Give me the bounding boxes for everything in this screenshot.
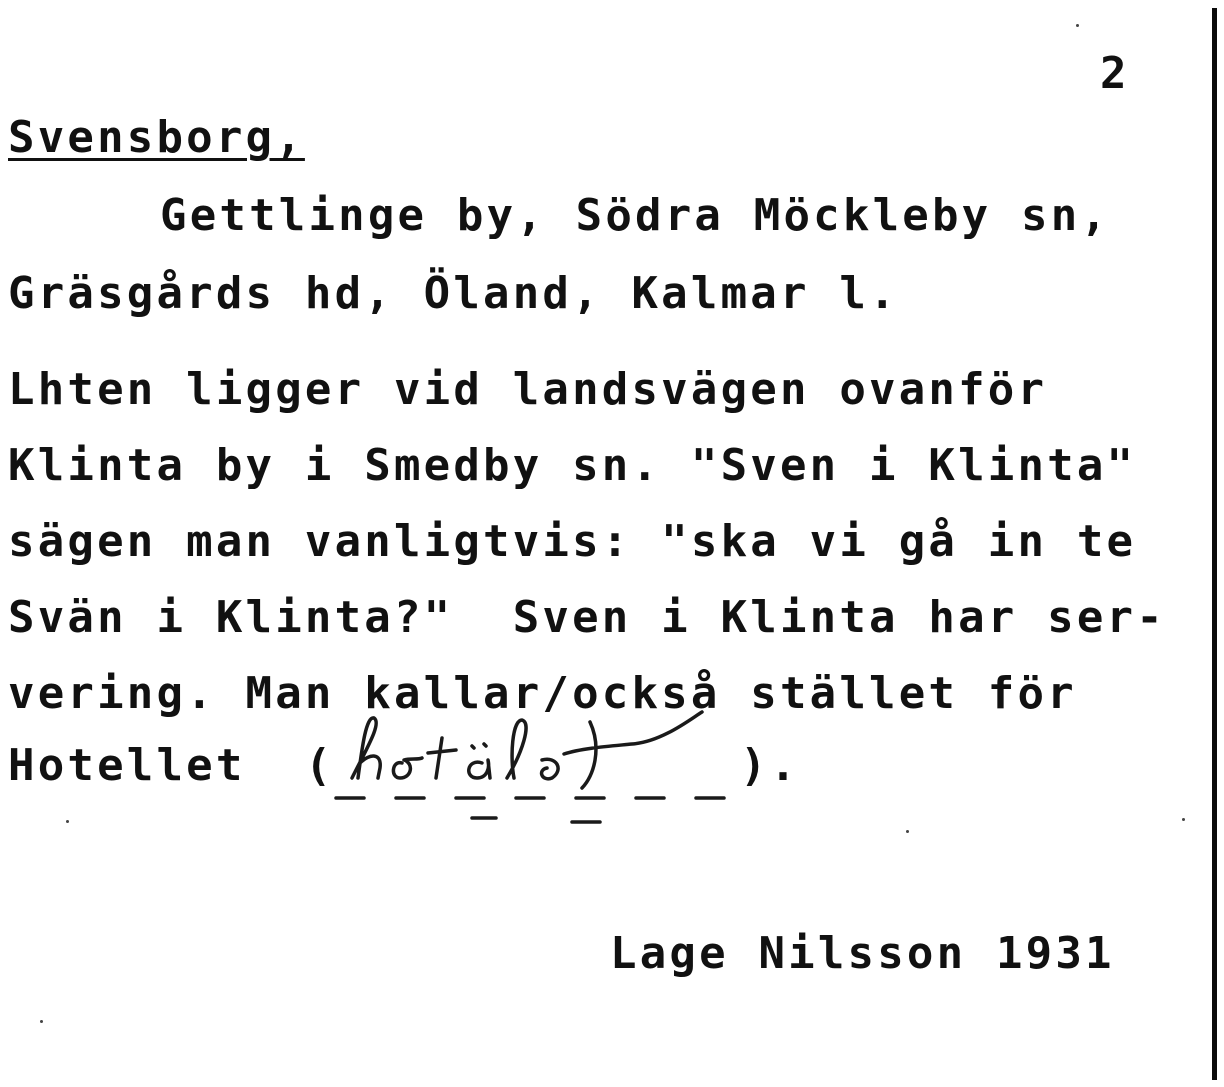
scan-speck	[1076, 24, 1079, 27]
handwritten-annotation-drawing	[332, 708, 752, 828]
handwritten-annotation	[332, 708, 752, 828]
body-line-3: sägen man vanligtvis: "ska vi gå in te	[8, 516, 1137, 567]
page-number: 2	[1100, 48, 1127, 99]
body-line-6-start: Hotellet (	[8, 740, 335, 791]
heading-title: Svensborg,	[8, 112, 305, 163]
body-line-2: Klinta by i Smedby sn. "Sven i Klinta"	[8, 440, 1137, 491]
scan-speck	[66, 820, 69, 823]
scan-speck	[1182, 818, 1185, 821]
body-line-5: vering. Man kallar/också stället för	[8, 668, 1077, 719]
location-line-1: Gettlinge by, Södra Möckleby sn,	[160, 190, 1111, 241]
location-line-2: Gräsgårds hd, Öland, Kalmar l.	[8, 268, 899, 319]
scan-speck	[906, 830, 909, 833]
scan-speck	[40, 1020, 43, 1023]
page-edge-line	[1212, 8, 1217, 1080]
signature: Lage Nilsson 1931	[610, 928, 1115, 979]
body-line-4: Svän i Klinta?" Sven i Klinta har ser-	[8, 592, 1166, 643]
body-line-6-end: ).	[740, 740, 800, 791]
body-line-1: Lhten ligger vid landsvägen ovanför	[8, 364, 1048, 415]
